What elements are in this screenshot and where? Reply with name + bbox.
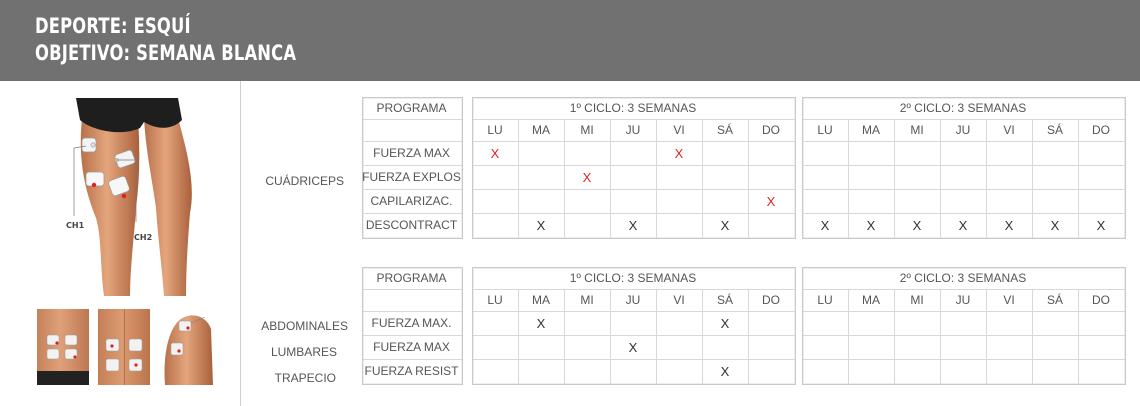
section1-cycle1-title: 1º CICLO: 3 SEMANAS [569,101,697,115]
section2-cycle1-mark: X [536,315,546,331]
section1-cycle2-day-lu: LU [817,123,833,137]
section1-program-2: CAPILARIZAC. [370,194,453,208]
section2-cycle1-day-do: DO [762,293,780,307]
section2-program-header: PROGRAMA [376,271,447,285]
section1-program-row-sep [363,213,462,214]
section1-cycle1-mark: X [582,169,592,185]
section1-cycle1-mark: X [628,217,638,233]
section2-cycle1-mark: X [720,315,730,331]
section2-cycle2-day-ju: JU [955,293,971,307]
muscle-label-trapecio: TRAPECIO [274,371,336,385]
sport-title: DEPORTE: ESQUÍ [35,14,191,38]
section2-cycle2-col-sep [986,290,987,384]
section1-program-1: FUERZA EXPLOS [362,170,461,184]
section1-cycle1-mark: X [536,217,546,233]
section2-cycle2-col-sep [940,290,941,384]
section1-cycle1-day-lu: LU [487,123,503,137]
section1-cycle2-days-sep [803,141,1125,142]
section2-cycle1-day-ma: MA [532,293,550,307]
section1-cycle2-day-sá: SÁ [1046,123,1063,137]
section2-cycle1-day-lu: LU [487,293,503,307]
section1-program-header: PROGRAMA [376,101,447,115]
section2-cycle1-col-sep [518,290,519,384]
section1-cycle2-row-sep [803,165,1125,166]
section1-cycle1-day-do: DO [762,123,780,137]
muscle-label-lumbares: LUMBARES [270,345,337,359]
section1-cycle2-day-vi: VI [1003,123,1015,137]
section2-cycle1-day-mi: MI [580,293,594,307]
section1-cycle1-day-vi: VI [673,123,685,137]
section2-cycle2-day-mi: MI [910,293,924,307]
section1-cycle1-row-sep [473,165,795,166]
section2-cycle2-title: 2º CICLO: 3 SEMANAS [899,271,1027,285]
section1-cycle2-mark: X [820,217,830,233]
section1-cycle2-mark: X [1050,217,1060,233]
section2-program-sep [363,289,462,290]
section2-program-1: FUERZA MAX [373,340,450,354]
section2-cycle1-col-sep [748,290,749,384]
section1-cycle2-day-ma: MA [862,123,880,137]
section1-cycle2-day-mi: MI [910,123,924,137]
section2-cycle1-mark: X [628,339,638,355]
section1-cycle2-mark: X [912,217,922,233]
section1-cycle1-col-sep [656,120,657,238]
section1-program-row-sep [363,189,462,190]
section1-cycle1-mark: X [720,217,730,233]
section1-cycle1-day-ju: JU [625,123,641,137]
muscle-label-abdominales: ABDOMINALES [261,319,348,333]
page-header [0,0,1140,81]
section2-cycle2-col-sep [848,290,849,384]
section1-cycle2-day-ju: JU [955,123,971,137]
section2-cycle2-day-ma: MA [862,293,880,307]
section1-cycle1-mark: X [674,145,684,161]
section2-cycle1-col-sep [656,290,657,384]
section2-cycle2-col-sep [1078,290,1079,384]
section2-program-2: FUERZA RESIST [364,364,459,378]
section1-cycle2-mark: X [1004,217,1014,233]
section2-cycle2-col-sep [1032,290,1033,384]
section2-program-0: FUERZA MAX. [371,316,452,330]
section1-cycle2-row-sep [803,189,1125,190]
section2-cycle2-day-vi: VI [1003,293,1015,307]
section1-program-sep [363,119,462,120]
abdominal-electrode-image [37,309,89,385]
section1-cycle1-row-sep [473,189,795,190]
section2-cycle2-col-sep [894,290,895,384]
lumbar-electrode-image [98,309,150,385]
section2-cycle2-days-sep [803,311,1125,312]
section1-program-0: FUERZA MAX [373,146,450,160]
section2-cycle2-day-lu: LU [817,293,833,307]
ch2-label: CH2 [134,233,153,242]
section2-cycle2-day-do: DO [1092,293,1110,307]
section2-program-row-sep [363,359,462,360]
objective-title: OBJETIVO: SEMANA BLANCA [35,41,297,65]
section2-cycle2-row-sep [803,359,1125,360]
section2-cycle1-day-sá: SÁ [716,293,733,307]
section1-cycle1-day-ma: MA [532,123,550,137]
muscle-label-quadriceps: CUÁDRICEPS [265,174,344,188]
section2-cycle1-title: 1º CICLO: 3 SEMANAS [569,271,697,285]
section1-cycle1-mark: X [490,145,500,161]
section1-program-row-sep [363,165,462,166]
section1-cycle1-day-mi: MI [580,123,594,137]
section1-cycle2-mark: X [958,217,968,233]
section2-cycle2-row-sep [803,335,1125,336]
section1-cycle2-title: 2º CICLO: 3 SEMANAS [899,101,1027,115]
section2-cycle2-day-sá: SÁ [1046,293,1063,307]
quadriceps-electrode-image [66,98,213,296]
section1-cycle2-mark: X [866,217,876,233]
section1-cycle2-mark: X [1096,217,1106,233]
section2-cycle1-day-vi: VI [673,293,685,307]
section1-cycle1-col-sep [748,120,749,238]
section2-cycle1-col-sep [564,290,565,384]
section2-cycle1-day-ju: JU [625,293,641,307]
section2-program-row-sep [363,335,462,336]
section1-cycle1-day-sá: SÁ [716,123,733,137]
section1-cycle2-day-do: DO [1092,123,1110,137]
ch1-label: CH1 [66,221,85,230]
section1-program-3: DESCONTRACT [365,218,458,232]
section1-cycle1-days-sep [473,141,795,142]
trapezius-electrode-image [161,309,213,385]
section2-cycle1-mark: X [720,363,730,379]
section1-cycle1-mark: X [766,193,776,209]
